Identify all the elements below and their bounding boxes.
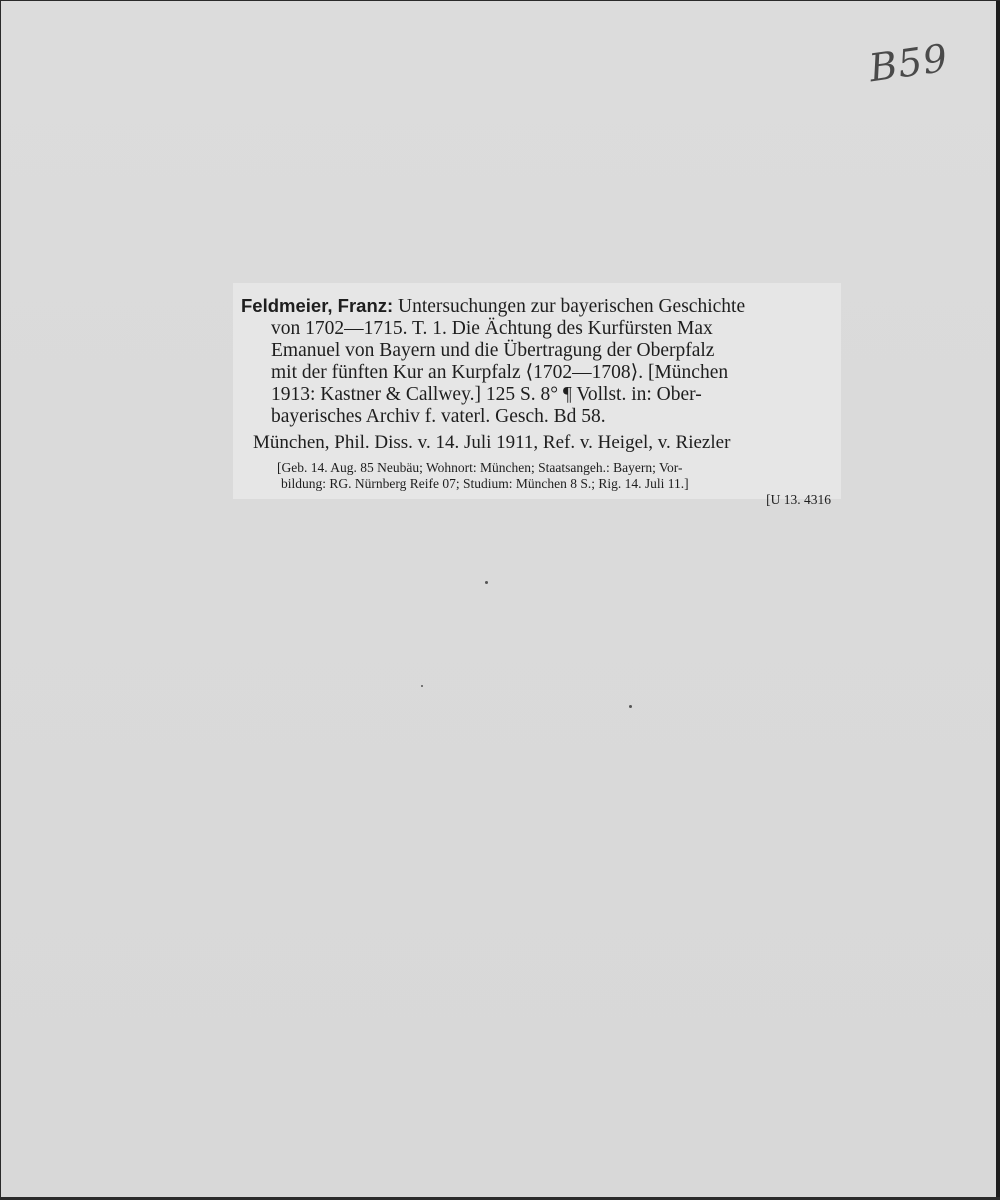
handwritten-shelfmark: B59	[866, 35, 951, 91]
bibliographic-slip	[233, 283, 841, 507]
title-line: von 1702—1715. T. 1. Die Ächtung des Kurfürsten Max	[271, 318, 713, 339]
series-line: bayerisches Archiv f. vaterl. Gesch. Bd 58.	[271, 406, 606, 427]
paper-speck	[421, 685, 423, 687]
imprint-line: 1913: Kastner & Callwey.] 125 S. 8° ¶ Vollst. in: Ober-	[271, 384, 702, 405]
paper-speck	[629, 705, 632, 708]
entry-first-line	[241, 295, 833, 318]
call-number: [U 13. 4316	[766, 492, 831, 507]
details-line: bildung: RG. Nürnberg Reife 07; Studium: München 8 S.; Rig. 14. Juli 11.]	[281, 476, 689, 491]
title-line: Untersuchungen zur bayerischen Geschichte	[398, 296, 746, 317]
author-name: Feldmeier, Franz:	[241, 295, 394, 316]
details-line: [Geb. 14. Aug. 85 Neubäu; Wohnort: München; Staatsangeh.: Bayern; Vor-	[277, 460, 683, 475]
scan-edge-right	[996, 1, 1000, 1200]
title-line: Emanuel von Bayern und die Übertragung der Oberpfalz	[271, 340, 715, 361]
paper-speck	[485, 581, 488, 584]
dissertation-note: München, Phil. Diss. v. 14. Juli 1911, Ref. v. Heigel, v. Riezler	[253, 432, 731, 453]
biographical-details	[241, 460, 833, 492]
title-line: mit der fünften Kur an Kurpfalz ⟨1702—1708⟩. [München	[271, 362, 729, 383]
main-entry	[241, 295, 833, 428]
